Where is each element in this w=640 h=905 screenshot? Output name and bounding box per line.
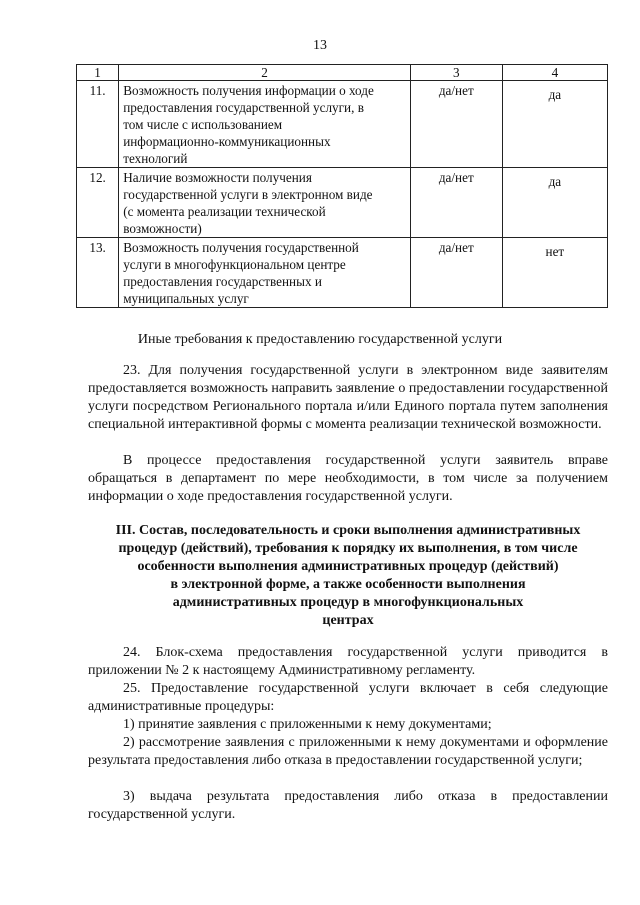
row-unit: да/нет [410, 238, 502, 308]
row-text-line: муниципальных услуг [123, 291, 249, 306]
row-description [119, 238, 411, 308]
row-text-line: Возможность получения информации о ходе [123, 83, 374, 98]
row-value [502, 238, 607, 308]
row-text-line: Наличие возможности получения [123, 170, 312, 185]
row-value [502, 168, 607, 238]
paragraph-24: 24. Блок-схема предоставления государственной услуги приводится в приложении № 2 к настоящему Административному регламенту. [88, 645, 608, 678]
row-text-line: услуги в многофункциональном центре [123, 257, 346, 272]
table-header-cell: 4 [502, 65, 607, 81]
row-number: 13. [77, 238, 119, 308]
row-number: 11. [77, 81, 119, 168]
heading-line: в электронной форме, а также особенности выполнения [170, 577, 526, 592]
heading-line: процедур (действий), требования к порядку их выполнения, в том числе [118, 541, 578, 556]
page-number: 13 [313, 38, 327, 53]
row-value [502, 81, 607, 168]
subsection-heading: Иные требования к предоставлению государственной услуги [137, 332, 503, 347]
table-header-row [77, 65, 608, 81]
criteria-table [76, 64, 608, 308]
row-unit: да/нет [410, 168, 502, 238]
section-3-heading [88, 522, 608, 630]
table-row [77, 81, 608, 168]
paragraph-25: 25. Предоставление государственной услуги включает в себя следующие административные процедуры: [88, 681, 608, 714]
row-number: 12. [77, 168, 119, 238]
table-header-cell: 3 [410, 65, 502, 81]
row-text-line: технологий [123, 151, 188, 166]
table-row [77, 238, 608, 308]
heading-line: особенности выполнения административных процедур (действий) [137, 559, 559, 574]
heading-line: центрах [322, 613, 374, 628]
table-header-cell: 2 [119, 65, 411, 81]
paragraph-25-item-1: 1) принятие заявления с приложенными к нему документами; [123, 717, 492, 732]
row-text-line: предоставления государственных и [123, 274, 322, 289]
paragraph-23: 23. Для получения государственной услуги в электронном виде заявителям предоставляется возможность направить заявление о предоставлении государственной услуги посредством Регионального портала и/или Единого портала путем заполнения специальной интерактивной формы с момента реализации технической возможности. [88, 363, 608, 432]
row-description [119, 168, 411, 238]
row-text-line: государственной услуги в электронном виде [123, 187, 373, 202]
heading-line: административных процедур в многофункциональных [172, 595, 524, 610]
row-description [119, 81, 411, 168]
row-value-text: да [548, 174, 562, 189]
row-text-line: возможности) [123, 221, 202, 236]
row-text-line: Возможность получения государственной [123, 240, 359, 255]
paragraph-25-item-3: 3) выдача результата предоставления либо отказа в предоставлении государственной услуги. [88, 789, 608, 822]
row-value-text: да [548, 87, 562, 102]
row-unit: да/нет [410, 81, 502, 168]
row-text-line: предоставления государственной услуги, в [123, 100, 364, 115]
paragraph-25-item-2: 2) рассмотрение заявления с приложенными к нему документами и оформление результата предоставления либо отказа в предоставлении государственной услуги; [88, 735, 608, 768]
heading-line: III. Состав, последовательность и сроки выполнения административных [115, 523, 581, 538]
table-row [77, 168, 608, 238]
row-value-text: нет [545, 244, 565, 259]
row-text-line: том числе с использованием [123, 117, 283, 132]
row-text-line: информационно-коммуникационных [123, 134, 331, 149]
row-text-line: (с момента реализации технической [123, 204, 326, 219]
table-header-cell: 1 [77, 65, 119, 81]
paragraph-23-continued: В процессе предоставления государственной услуги заявитель вправе обращаться в департамент по мере необходимости, в том числе за получением информации о ходе предоставления государственной услуги. [88, 453, 608, 504]
